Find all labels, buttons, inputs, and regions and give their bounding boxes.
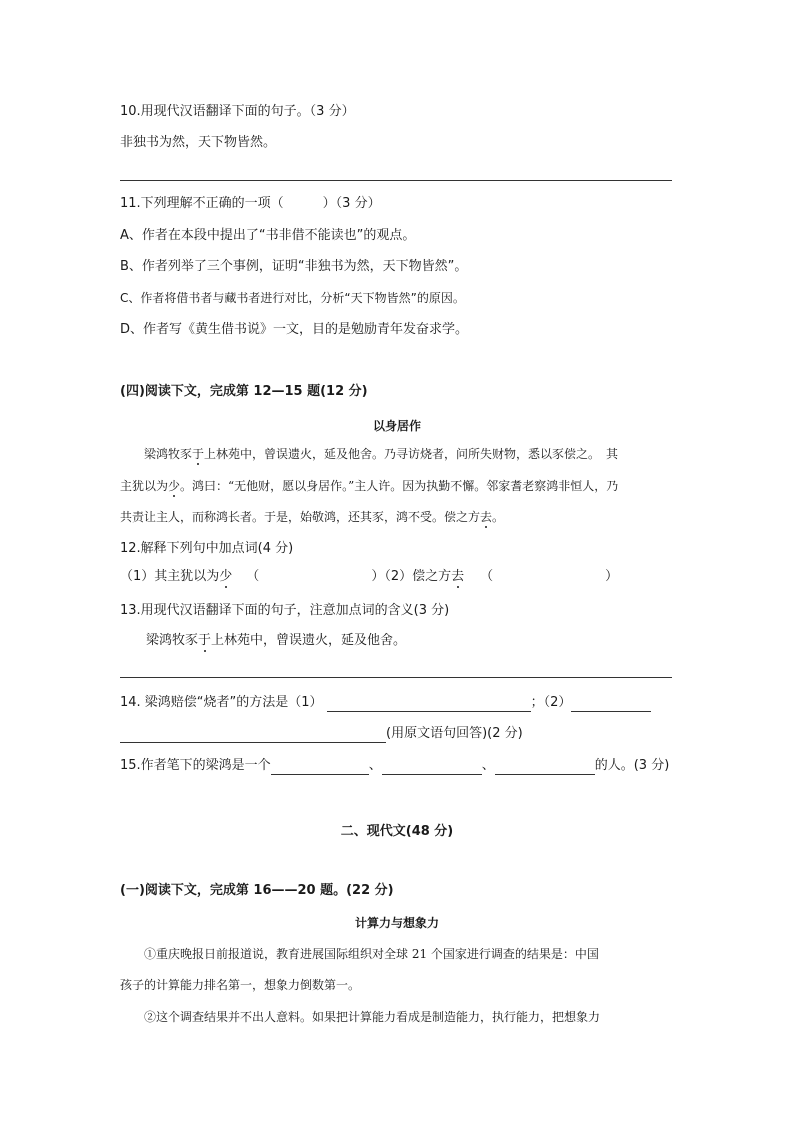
q15-line: 15.作者笔下的梁鸿是一个 、 、 的人。(3 分) — [120, 758, 670, 773]
section4-passage-line-2: 主犹以为少。鸿曰：“无他财，愿以身居作。”主人许。因为执勤不懈。邻家耆老察鸿非恒人，乃 — [120, 479, 619, 493]
q14-blank-1[interactable] — [327, 697, 531, 712]
q12-items: （1）其主犹以为少 （ ）（2）偿之方去 （ ） — [120, 569, 619, 584]
q14-line-2: (用原文语句回答)(2 分) — [120, 725, 523, 743]
section4-heading: (四)阅读下文，完成第 12—15 题(12 分) — [120, 384, 368, 399]
q11-option-b: B、作者列举了三个事例，证明“非独书为然，天下物皆然”。 — [120, 259, 468, 274]
q14-blank-2[interactable] — [571, 697, 651, 712]
dotted-char: 于 — [192, 447, 205, 461]
q10-prompt: 10.用现代汉语翻译下面的句子。（3 分） — [120, 104, 355, 119]
section1-heading: (一)阅读下文，完成第 16——20 题。(22 分) — [120, 883, 394, 898]
q11-option-a: A、作者在本段中提出了“书非借不能读也”的观点。 — [120, 228, 416, 243]
q14-line-1: 14. 梁鸿赔偿“烧者”的方法是（1） ；（2） — [120, 694, 651, 712]
section4-passage-title: 以身居作 — [372, 419, 421, 433]
q15-blank-2[interactable] — [382, 760, 482, 775]
section4-passage-line-1: 梁鸿牧豕于上林苑中，曾误遗火，延及他舍。乃寻访烧者，问所失财物，悉以豕偿之。 其 — [144, 447, 619, 461]
q14-blank-2-cont[interactable] — [120, 728, 386, 743]
q13-sentence: 梁鸿牧豕于上林苑中，曾误遗火，延及他舍。 — [146, 633, 407, 648]
q11-option-c: C、作者将借书者与藏书者进行对比，分析“天下物皆然”的原因。 — [120, 291, 465, 305]
dotted-char: 去 — [480, 510, 493, 524]
q10-sentence: 非独书为然，天下物皆然。 — [120, 135, 277, 150]
q11-prompt: 11.下列理解不正确的一项（ ）（3 分） — [120, 196, 381, 211]
section1-para1-line1: ①重庆晚报日前报道说，教育进展国际组织对全球 21 个国家进行调查的结果是：中国 — [144, 947, 599, 961]
q13-prompt: 13.用现代汉语翻译下面的句子，注意加点词的含义(3 分) — [120, 603, 450, 618]
section4-passage-line-3: 共责让主人，而称鸿长者。于是，始敬鸿，还其豕，鸿不受。偿之方去。 — [120, 510, 505, 524]
q15-blank-3[interactable] — [495, 760, 595, 775]
dotted-char: 少 — [168, 479, 181, 493]
q11-option-d: D、作者写《黄生借书说》一文，目的是勉励青年发奋求学。 — [120, 322, 469, 337]
q15-blank-1[interactable] — [271, 760, 369, 775]
part2-heading: 二、现代文(48 分) — [340, 824, 454, 839]
section1-para1-line2: 孩子的计算能力排名第一，想象力倒数第一。 — [120, 978, 361, 992]
dotted-char: 于 — [198, 633, 212, 648]
section1-passage-title: 计算力与想象力 — [354, 916, 439, 930]
q13-answer-line[interactable] — [120, 677, 672, 678]
q12-prompt: 12.解释下列句中加点词(4 分) — [120, 541, 294, 556]
q10-answer-line[interactable] — [120, 180, 672, 181]
section1-para2-line1: ②这个调查结果并不出人意料。如果把计算能力看成是制造能力，执行能力，把想象力 — [144, 1010, 601, 1024]
